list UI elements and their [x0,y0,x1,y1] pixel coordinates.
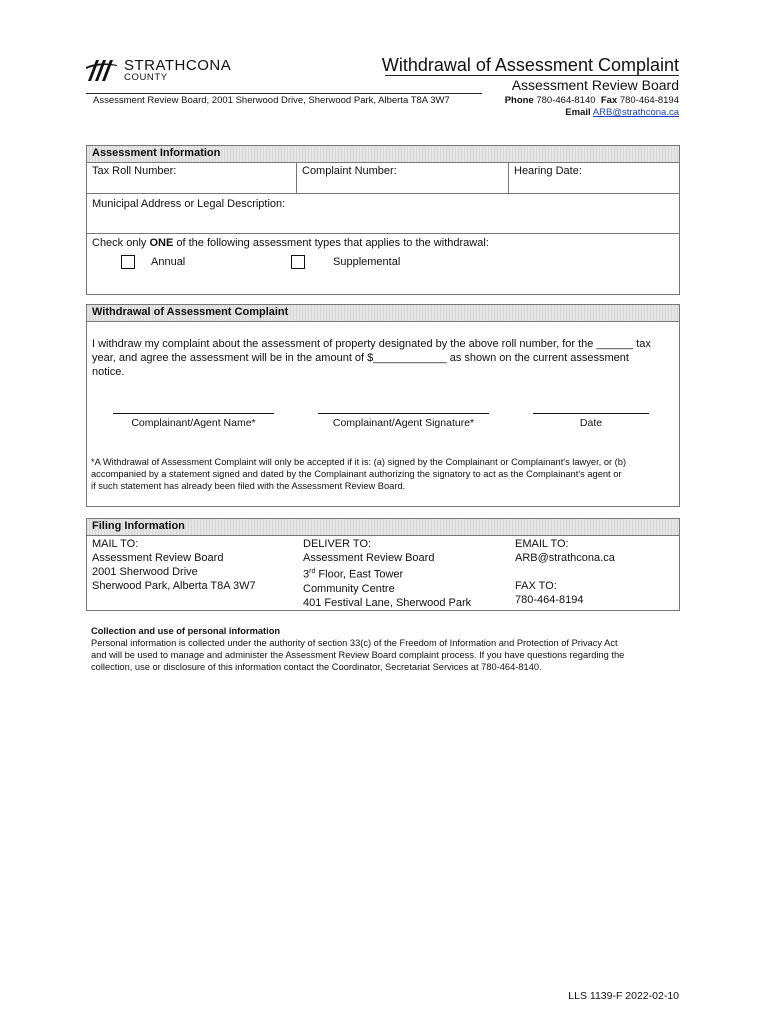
logo-name: STRATHCONA [124,56,232,74]
mail-to-block: MAIL TO: Assessment Review Board 2001 Sherwood Drive Sherwood Park, Alberta T8A 3W7 [92,538,256,592]
page-subtitle: Assessment Review Board [511,77,679,93]
fax-label: Fax [600,95,618,106]
contact-info [505,95,679,119]
section-heading: Filing Information [87,519,679,536]
strathcona-swoosh-icon [86,57,118,83]
check-instruction-emphasis: ONE [149,237,174,249]
tax-roll-label: Tax Roll Number: [92,165,177,177]
check-instruction: Check only ONE of the following assessment types that applies to the withdrawal: [92,237,489,249]
annual-label: Annual [151,256,186,268]
fax-number: 780-464-8194 [619,95,679,106]
withdrawal-statement: I withdraw my complaint about the assessment of property designated by the above roll number, for the ______ tax year, and agree the assessment will be in the amount of $____________ as shown on the current assessment notice. [92,338,651,378]
phone-number: 780-464-8140 [536,95,596,106]
form-code: LLS 1139-F 2022-02-10 [568,990,679,1002]
email-fax-block: EMAIL TO: ARB@strathcona.ca FAX TO: 780-464-8194 [515,537,674,610]
date-label: Date [579,417,603,429]
supplemental-checkbox[interactable] [291,255,305,269]
filing-email[interactable]: ARB@strathcona.ca [515,552,615,564]
hearing-date-field[interactable] [509,163,679,193]
section-heading: Withdrawal of Assessment Complaint [87,305,679,322]
title-divider [385,75,679,76]
supplemental-label: Supplemental [333,256,401,268]
complaint-number-label: Complaint Number: [302,165,397,177]
annual-checkbox[interactable] [121,255,135,269]
filing-fax: 780-464-8194 [515,594,584,606]
deliver-to-block: DELIVER TO: Assessment Review Board 3rd Floor, East Tower Community Centre 401 Festival Lane, Sherwood Park [303,538,472,609]
municipal-address-field[interactable] [87,194,679,233]
filing-information-section [86,518,680,611]
complainant-name-label: Complainant/Agent Name* [131,417,256,429]
logo-subname: COUNTY [124,71,168,83]
withdrawal-note: *A Withdrawal of Assessment Complaint will only be accepted if it is: (a) signed by the Complainant or Complainant's lawyer, or (b) accompanied by a statement signed and dated by the Complainant authorizing the signatory to act as the Complainant's agent or if such statement has already been filed with the Assessment Review Board. [91,457,627,491]
hearing-date-label: Hearing Date: [514,165,582,177]
complainant-signature-label: Complainant/Agent Signature* [332,417,475,429]
strathcona-logo [86,55,231,85]
collection-heading: Collection and use of personal information [91,626,281,636]
email-link[interactable]: ARB@strathcona.ca [592,107,679,118]
collection-notice: Collection and use of personal information Personal information is collected under the authority of section 33(c) of the Freedom of Information and Protection of Privacy Act and will be used to manage and administer the Assessment Review Board complaint process. If you have questions regarding the collection, use or disclosure of this information contact the Coordinator, Secretariat Services at 780-464-8140. [91,625,681,673]
address-divider [86,93,482,94]
assessment-information-section [86,145,680,295]
complaint-number-field[interactable] [297,163,509,193]
tax-roll-field[interactable] [87,163,297,193]
board-address: Assessment Review Board, 2001 Sherwood Drive, Sherwood Park, Alberta T8A 3W7 [93,95,450,106]
email-label: Email [565,107,591,118]
complainant-name-line[interactable] [113,413,274,414]
phone-label: Phone [504,95,534,106]
page-title: Withdrawal of Assessment Complaint [381,55,679,75]
municipal-address-label: Municipal Address or Legal Description: [92,198,286,210]
date-line[interactable] [533,413,649,414]
complainant-signature-line[interactable] [318,413,489,414]
section-heading: Assessment Information [87,146,679,163]
